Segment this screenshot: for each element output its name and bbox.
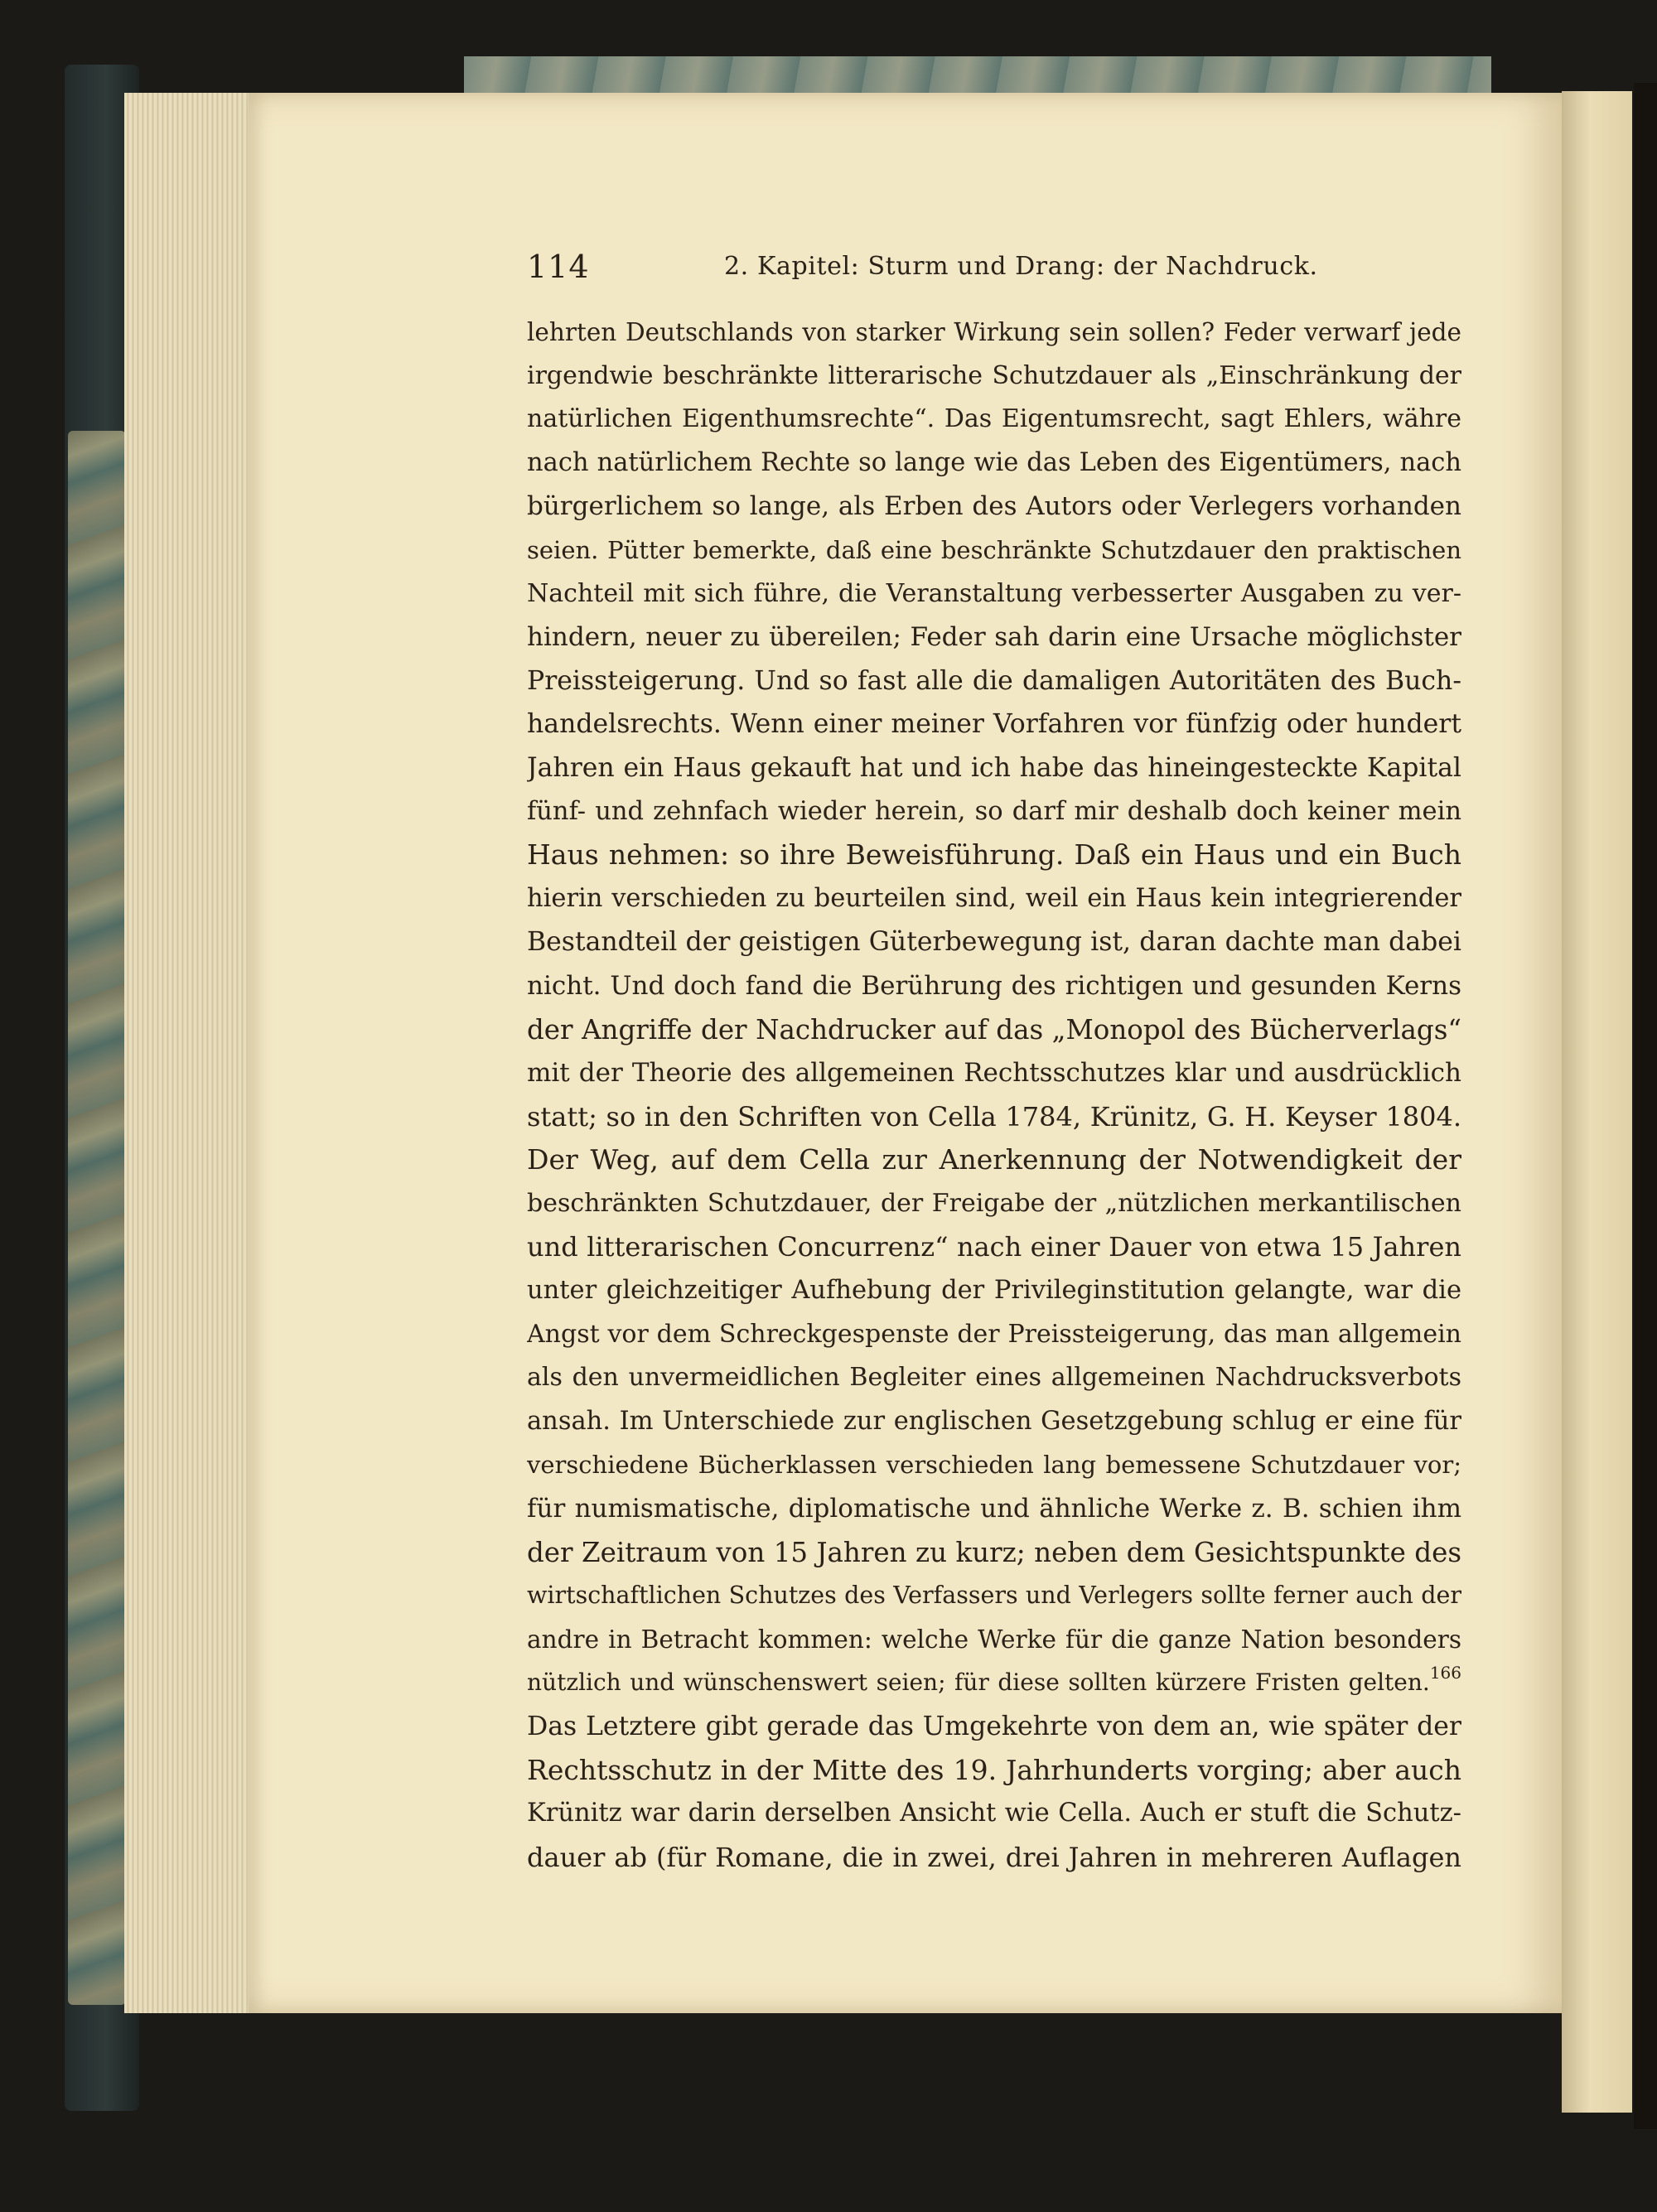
- text-line: für numismatische, diplomatische und ähnliche Werke z. B. schien ihm: [527, 1494, 1461, 1524]
- text-line: wirtschaftlichen Schutzes des Verfassers und Verlegers sollte ferner auch der: [527, 1582, 1461, 1610]
- facing-page-edge: [1562, 91, 1632, 2113]
- text-line: Haus nehmen: so ihre Beweisführung. Daß ein Haus und ein Buch: [527, 838, 1461, 872]
- text-line: nach natürlichem Rechte so lange wie das Leben des Eigentümers, nach: [527, 447, 1461, 477]
- text-line: ansah. Im Unterschiede zur englischen Gesetzgebung schlug er eine für: [527, 1406, 1461, 1436]
- text-line: handelsrechts. Wenn einer meiner Vorfahren vor fünfzig oder hundert: [527, 709, 1461, 740]
- page-header: [527, 249, 1463, 295]
- text-line: Angst vor dem Schreckgespenste der Preissteigerung, das man allgemein: [527, 1319, 1461, 1349]
- text-line: Krünitz war darin derselben Ansicht wie Cella. Auch er stuft die Schutz-: [527, 1799, 1461, 1828]
- marbled-cover-edge: [68, 431, 126, 2005]
- text-line: Bestandteil der geistigen Güterbewegung ist, daran dachte man dabei: [527, 927, 1461, 958]
- text-line: als den unvermeidlichen Begleiter eines allgemeinen Nachdrucksverbots: [527, 1363, 1461, 1393]
- text-line: bürgerlichem so lange, als Erben des Autors oder Verlegers vorhanden: [527, 491, 1461, 522]
- text-line: lehrten Deutschlands von starker Wirkung sein sollen? Feder verwarf jede: [527, 318, 1461, 346]
- text-line: Rechtsschutz in der Mitte des 19. Jahrhunderts vorging; aber auch: [527, 1753, 1461, 1786]
- text-line: beschränkten Schutzdauer, der Freigabe der „nützlichen merkantilischen: [527, 1188, 1461, 1218]
- scan-background: [1634, 83, 1657, 2129]
- body-text: [527, 311, 1461, 1879]
- text-line: Der Weg, auf dem Cella zur Anerkennung der Notwendigkeit der: [527, 1143, 1461, 1176]
- text-line: nicht. Und doch fand die Berührung des richtigen und gesunden Kerns: [527, 970, 1461, 1001]
- text-line-footnote: [527, 1661, 1461, 1705]
- text-line: Preissteigerung. Und so fast alle die damaligen Autoritäten des Buch-: [527, 665, 1461, 696]
- text-line: andre in Betracht kommen: welche Werke für die ganze Nation besonders: [527, 1625, 1461, 1654]
- text-line: statt; so in den Schriften von Cella 1784, Krünitz, G. H. Keyser 1804.: [527, 1100, 1461, 1133]
- text-line: Das Letztere gibt gerade das Umgekehrte von dem an, wie später der: [527, 1712, 1461, 1741]
- page-number: 114: [527, 249, 590, 285]
- text-line: irgendwie beschränkte litterarische Schutzdauer als „Einschränkung der: [527, 360, 1461, 390]
- text-line: hierin verschieden zu beurteilen sind, weil ein Haus kein integrierender: [527, 883, 1461, 913]
- text-line: unter gleichzeitiger Aufhebung der Privileginstitution gelangte, war die: [527, 1276, 1461, 1306]
- text-line-content: nützlich und wünschenswert seien; für diese sollten kürzere Fristen gelten.: [527, 1669, 1430, 1697]
- text-line: seien. Pütter bemerkte, daß eine beschränkte Schutzdauer den praktischen: [527, 535, 1461, 564]
- text-line: hindern, neuer zu übereilen; Feder sah darin eine Ursache möglichster: [527, 622, 1461, 653]
- text-line: und litterarischen Concurrenz“ nach einer Dauer von etwa 15 Jahren: [527, 1231, 1461, 1263]
- running-head: 2. Kapitel: Sturm und Drang: der Nachdruck.: [724, 252, 1318, 281]
- text-line: der Zeitraum von 15 Jahren zu kurz; neben dem Gesichtspunkte des: [527, 1536, 1461, 1568]
- page-edges: [124, 93, 265, 2013]
- text-line: verschiedene Bücherklassen verschieden lang bemessene Schutzdauer vor;: [527, 1451, 1461, 1480]
- text-line: dauer ab (für Romane, die in zwei, drei Jahren in mehreren Auflagen: [527, 1841, 1461, 1873]
- book-cover-top: [464, 56, 1491, 94]
- text-line: Jahren ein Haus gekauft hat und ich habe das hineingesteckte Kapital: [527, 752, 1461, 783]
- text-line: natürlichen Eigenthumsrechte“. Das Eigentumsrecht, sagt Ehlers, währe: [527, 404, 1461, 434]
- text-line: der Angriffe der Nachdrucker auf das „Monopol des Bücherverlags“: [527, 1013, 1461, 1046]
- footnote-marker: 166: [1429, 1663, 1461, 1683]
- text-line: Nachteil mit sich führe, die Veranstaltung verbesserter Ausgaben zu ver-: [527, 578, 1461, 608]
- text-line: mit der Theorie des allgemeinen Rechtsschutzes klar und ausdrücklich: [527, 1058, 1461, 1089]
- text-line: fünf- und zehnfach wieder herein, so darf mir deshalb doch keiner mein: [527, 796, 1461, 826]
